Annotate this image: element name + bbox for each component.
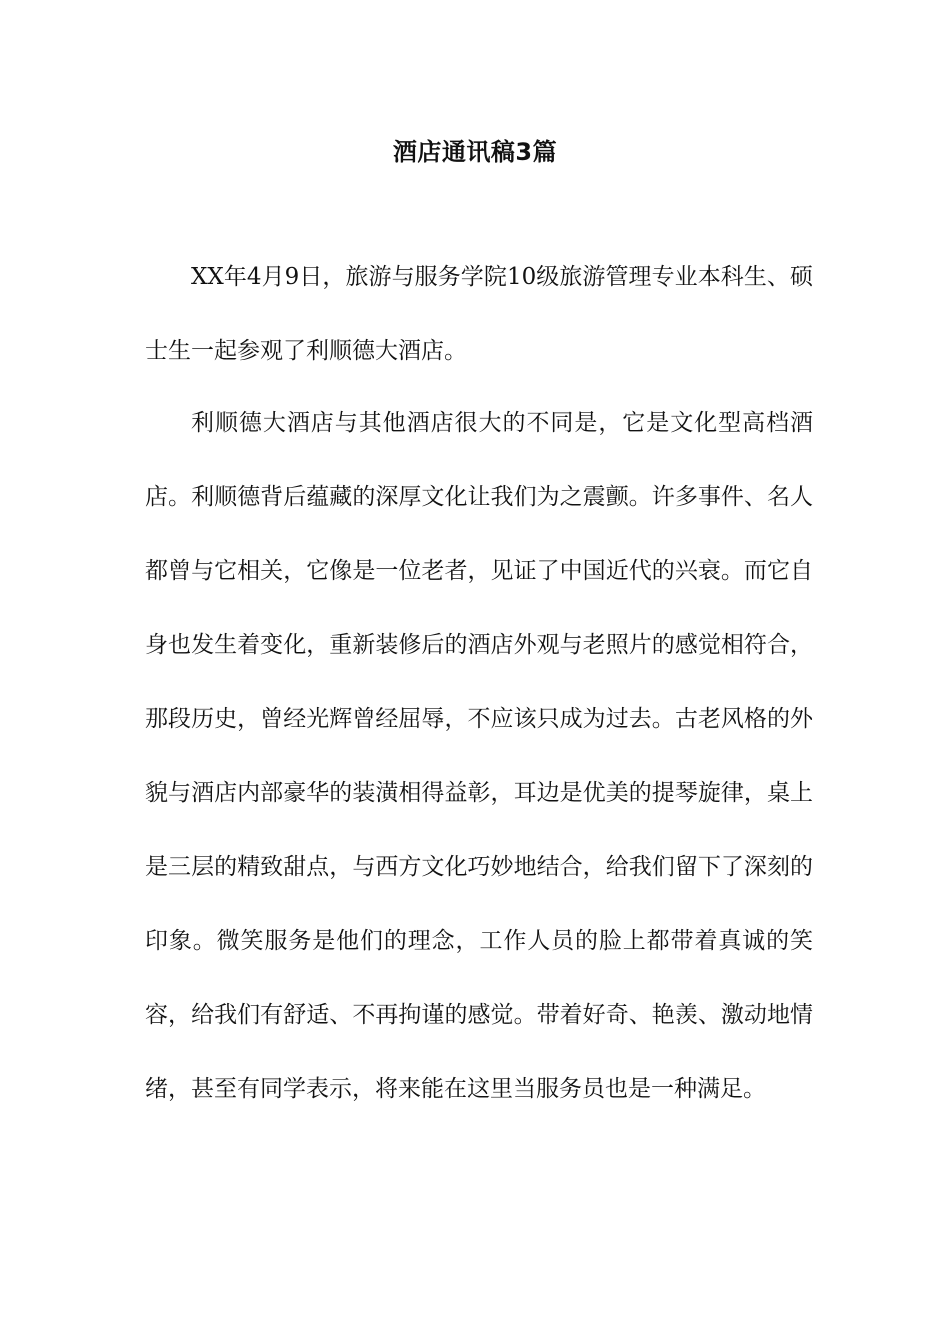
- document-title: 酒店通讯稿3篇: [392, 138, 558, 166]
- paragraph-1: XX年4月9日，旅游与服务学院10级旅游管理专业本科生、硕士生一起参观了利顺德大酒店。: [145, 264, 813, 364]
- paragraph-2: 利顺德大酒店与其他酒店很大的不同是，它是文化型高档酒店。利顺德背后蕴藏的深厚文化让我们为之震颤。许多事件、名人都曾与它相关，它像是一位老者，见证了中国近代的兴衰。而它自身也发生着变化，重新装修后的酒店外观与老照片的感觉相符合，那段历史，曾经光辉曾经屈辱，不应该只成为过去。古老风格的外貌与酒店内部豪华的装潢相得益彰，耳边是优美的提琴旋律，桌上是三层的精致甜点，与西方文化巧妙地结合，给我们留下了深刻的印象。微笑服务是他们的理念，工作人员的脸上都带着真诚的笑容，给我们有舒适、不再拘谨的感觉。带着好奇、艳羡、激动地情绪，甚至有同学表示，将来能在这里当服务员也是一种满足。: [145, 410, 813, 1102]
